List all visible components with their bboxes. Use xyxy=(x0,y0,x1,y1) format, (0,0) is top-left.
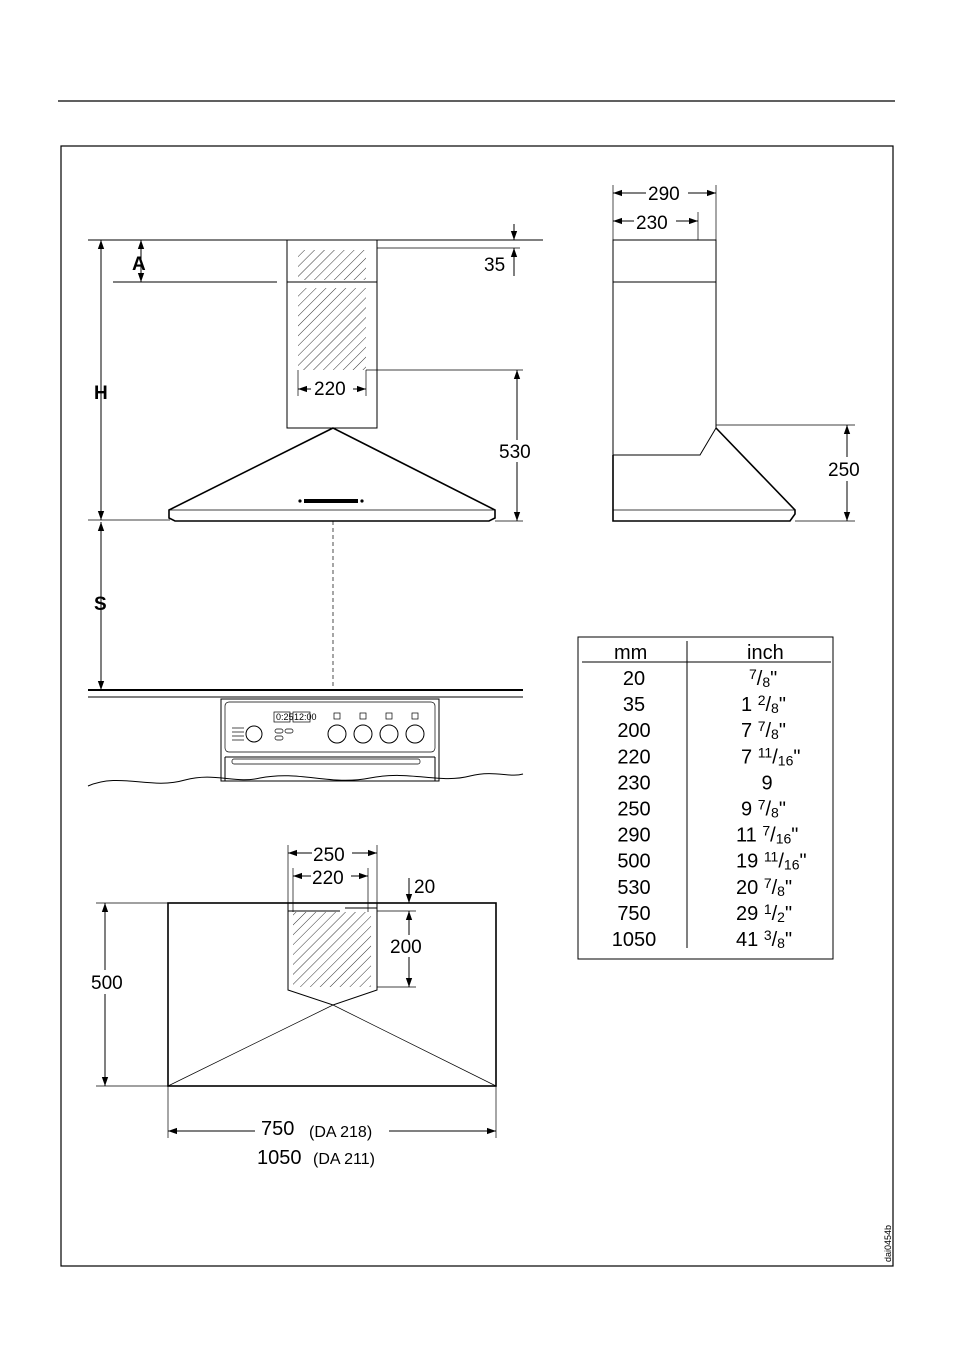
table-row xyxy=(612,927,792,951)
table-cell-mm: 20 xyxy=(622,668,646,690)
dim-200: 200 xyxy=(390,937,422,958)
inch-mark: " xyxy=(793,746,801,769)
inch-mark: " xyxy=(799,850,807,873)
inch-whole: 11 xyxy=(736,824,763,847)
table-cell-mm: 230 xyxy=(617,772,651,795)
inch-whole: 7 xyxy=(741,720,758,743)
inch-denominator: 8 xyxy=(777,882,785,899)
table-cell-inch xyxy=(736,901,792,925)
width-1050: 1050 xyxy=(257,1147,302,1169)
inch-denominator: 8 xyxy=(762,674,771,690)
inch-slash: / xyxy=(770,824,776,847)
inch-denominator: 8 xyxy=(771,700,779,717)
inch-numerator: 7 xyxy=(749,666,757,682)
oven-display-1: 0:25 xyxy=(276,712,294,722)
dim-500: 500 xyxy=(91,973,123,994)
inch-numerator: 7 xyxy=(763,874,772,891)
inch-whole: 41 xyxy=(736,929,764,951)
width-750: 750 xyxy=(261,1118,295,1140)
inch-numerator: 1 xyxy=(763,900,772,917)
table-cell-inch xyxy=(741,692,786,716)
inch-numerator: 7 xyxy=(757,718,766,735)
inch-denominator: 16 xyxy=(775,830,792,847)
inch-mark: " xyxy=(778,798,786,821)
inch-denominator: 8 xyxy=(777,935,785,951)
dim-35: 35 xyxy=(484,255,506,276)
table-cell-inch xyxy=(741,797,786,821)
inch-whole: 19 xyxy=(736,850,764,873)
inch-slash: / xyxy=(778,850,784,873)
inch-numerator: 11 xyxy=(757,744,773,761)
dim-230: 230 xyxy=(636,213,668,234)
label-h: H xyxy=(94,383,108,404)
duct-hatch-top xyxy=(293,912,371,987)
inch-numerator: 7 xyxy=(762,822,771,839)
inch-mark: " xyxy=(778,720,786,743)
table-cell-mm: 290 xyxy=(617,824,651,847)
inch-slash: / xyxy=(771,929,778,951)
dim-290: 290 xyxy=(648,184,680,205)
table-row xyxy=(623,692,786,716)
dim-530: 530 xyxy=(499,442,531,463)
inch-whole: 9 xyxy=(741,798,758,821)
model-da218: (DA 218) xyxy=(309,1124,373,1141)
table-row xyxy=(617,875,792,899)
label-a: A xyxy=(132,254,146,275)
table-cell-inch xyxy=(761,772,772,794)
inch-mark: " xyxy=(784,929,793,951)
table-row xyxy=(617,823,798,847)
conversion-table xyxy=(578,637,833,959)
side-view xyxy=(613,182,868,521)
dim-20: 20 xyxy=(414,877,436,898)
table-header-inch: inch xyxy=(747,642,784,664)
front-view xyxy=(88,224,543,786)
dim-250-top: 250 xyxy=(313,845,345,866)
inch-denominator: 2 xyxy=(777,908,785,925)
inch-mark: " xyxy=(770,668,778,690)
inch-slash: / xyxy=(772,746,778,769)
duct-hatch-lower xyxy=(298,288,366,370)
table-row xyxy=(617,772,772,794)
table-cell-inch xyxy=(736,875,792,899)
inch-denominator: 16 xyxy=(777,752,794,769)
table-row xyxy=(617,744,800,768)
inch-mark: " xyxy=(791,824,799,847)
top-view xyxy=(89,843,496,1169)
table-cell-mm: 750 xyxy=(617,902,651,925)
table-row xyxy=(623,666,777,690)
figure-code: dai0454b xyxy=(883,1224,893,1262)
table-cell-mm: 250 xyxy=(617,798,651,821)
inch-slash: / xyxy=(771,876,778,899)
inch-whole: 1 xyxy=(741,694,758,717)
inch-numerator: 7 xyxy=(757,796,766,813)
table-cell-inch xyxy=(736,823,798,847)
hood-controls xyxy=(298,499,363,503)
label-s: S xyxy=(94,594,107,615)
table-cell-mm: 220 xyxy=(617,746,651,769)
table-cell-mm: 500 xyxy=(617,850,651,873)
table-row xyxy=(617,797,786,821)
inch-numerator: 3 xyxy=(763,927,772,943)
table-cell-mm: 200 xyxy=(617,720,651,743)
cooker xyxy=(221,699,439,781)
inch-slash: / xyxy=(765,694,772,717)
inch-numerator: 2 xyxy=(757,692,766,709)
table-cell-inch xyxy=(736,849,807,873)
table-cell-mm: 1050 xyxy=(611,929,657,951)
table-row xyxy=(617,901,792,925)
inch-mark: " xyxy=(784,902,793,925)
duct-hatch-upper xyxy=(298,250,366,280)
inch-slash: / xyxy=(765,720,772,743)
table-row xyxy=(617,718,786,742)
oven-display-2: 12:00 xyxy=(294,712,317,722)
inch-slash: / xyxy=(771,902,778,925)
table-cell-inch xyxy=(749,666,777,690)
table-cell-mm: 35 xyxy=(622,694,646,717)
table-rows xyxy=(612,666,807,951)
inch-slash: / xyxy=(756,668,763,690)
dim-220-top: 220 xyxy=(312,868,344,889)
inch-denominator: 16 xyxy=(783,856,800,873)
table-row xyxy=(617,849,806,873)
inch-denominator: 8 xyxy=(771,726,779,743)
table-cell-inch xyxy=(741,744,800,768)
inch-mark: " xyxy=(784,876,793,899)
table-cell-inch xyxy=(741,718,786,742)
inch-slash: / xyxy=(765,798,772,821)
inch-mark: " xyxy=(778,694,786,717)
dim-250-side: 250 xyxy=(828,460,860,481)
table-header-mm: mm xyxy=(614,642,648,664)
inch-whole: 29 xyxy=(736,902,764,925)
inch-whole: 7 xyxy=(741,746,758,769)
inch-numerator: 11 xyxy=(763,848,779,865)
table-cell-inch xyxy=(736,927,792,951)
model-da211: (DA 211) xyxy=(313,1151,375,1168)
hood-canopy xyxy=(169,428,495,521)
dim-220-front: 220 xyxy=(314,379,346,400)
inch-denominator: 8 xyxy=(771,804,779,821)
table-cell-mm: 530 xyxy=(617,876,651,899)
inch-whole: 9 xyxy=(761,772,773,795)
inch-whole: 20 xyxy=(736,876,764,899)
